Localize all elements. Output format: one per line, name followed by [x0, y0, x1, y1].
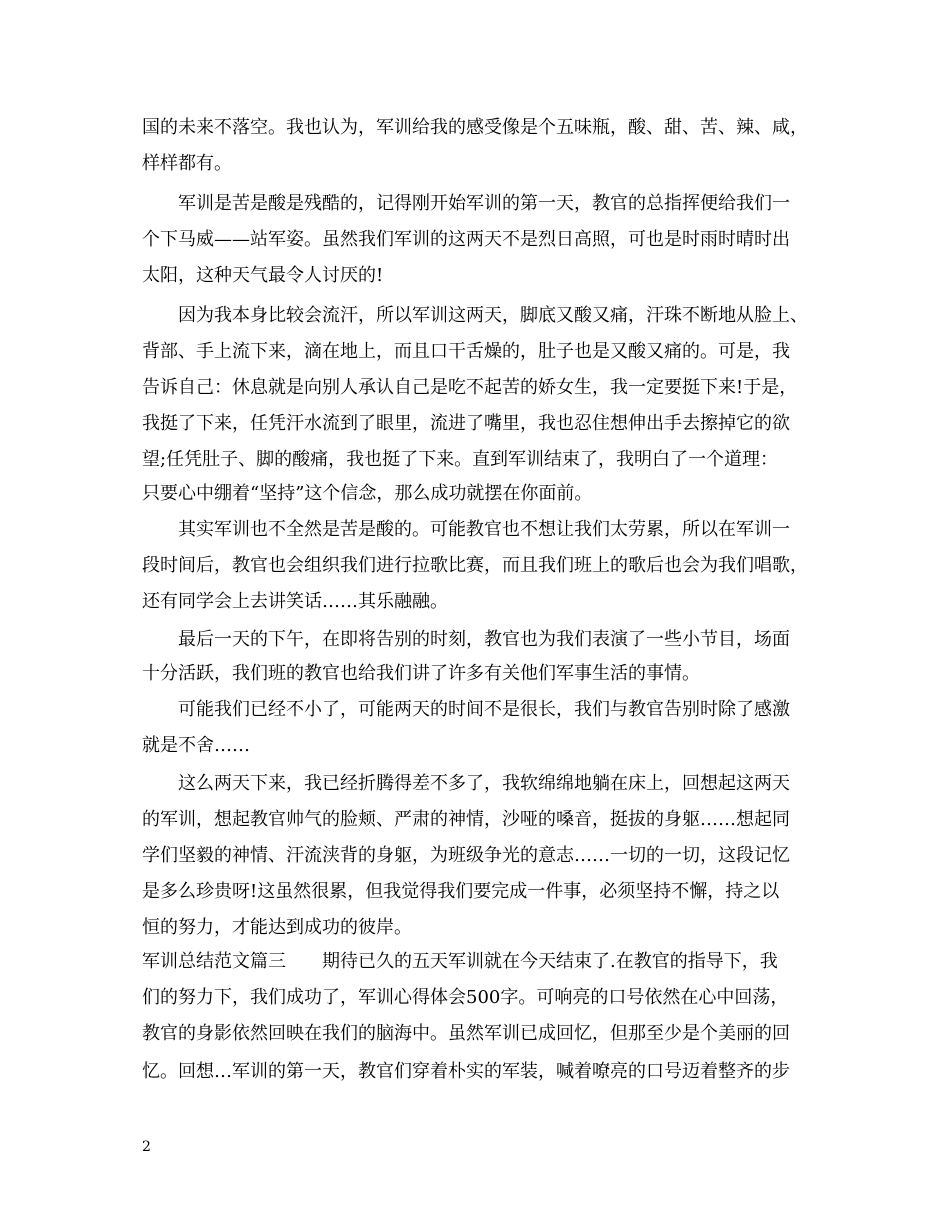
text-line: 段时间后，教官也会组织我们进行拉歌比赛，而且我们班上的歌后也会为我们唱歌，: [142, 555, 808, 576]
text-line: 的军训，想起教官帅气的脸颊、严肃的神情，沙哑的嗓音，挺拔的身躯……想起同: [142, 809, 790, 830]
text-line: 国的未来不落空。我也认为，军训给我的感受像是个五味瓶，酸、甜、苦、辣、咸，: [142, 117, 808, 138]
text-line: 样样都有。: [142, 153, 232, 174]
text-line: 可能我们已经不小了，可能两天的时间不是很长，我们与教官告别时除了感激: [178, 699, 790, 720]
text-line: 这么两天下来，我已经折腾得差不多了，我软绵绵地躺在床上，回想起这两天: [178, 773, 790, 794]
page-number: 2: [142, 1139, 151, 1155]
text-line: 其实军训也不全然是苦是酸的。可能教官也不想让我们太劳累，所以在军训一: [178, 519, 790, 540]
text-line: 我挺了下来，任凭汗水流到了眼里，流进了嘴里，我也忍住想伸出手去擦掉它的欲: [142, 413, 790, 434]
text-line: 十分活跃，我们班的教官也给我们讲了许多有关他们军事生活的事情。: [142, 663, 700, 684]
text-line: 恒的努力，才能达到成功的彼岸。: [142, 917, 412, 938]
text-line: 最后一天的下午，在即将告别的时刻，教官也为我们表演了一些小节目，场面: [178, 629, 790, 650]
text-line: 教官的身影依然回映在我们的脑海中。虽然军训已成回忆，但那至少是个美丽的回: [142, 1023, 790, 1044]
text-line: 只要心中绷着“坚持”这个信念，那么成功就摆在你面前。: [142, 483, 593, 504]
text-line: 军训是苦是酸是残酷的，记得刚开始军训的第一天，教官的总指挥便给我们一: [178, 193, 790, 214]
text-line: 背部、手上流下来，滴在地上，而且口干舌燥的，肚子也是又酸又痛的。可是，我: [142, 341, 790, 362]
text-line: 告诉自己：休息就是向别人承认自己是吃不起苦的娇女生，我一定要挺下来!于是，: [142, 377, 798, 398]
section-heading-line: 军训总结范文篇三 期待已久的五天军训就在今天结束了.在教官的指导下，我: [142, 951, 778, 972]
text-line: 们的努力下，我们成功了，军训心得体会500字。可响亮的口号依然在心中回荡，: [142, 987, 789, 1008]
text-line: 太阳，这种天气最令人讨厌的!: [142, 265, 384, 286]
text-line: 因为我本身比较会流汗，所以军训这两天，脚底又酸又痛，汗珠不断地从脸上、: [178, 305, 808, 326]
text-line: 就是不舍……: [142, 735, 250, 756]
text-line: 学们坚毅的神情、汗流浃背的身躯，为班级争光的意志……一切的一切，这段记忆: [142, 845, 790, 866]
text-line: 是多么珍贵呀!这虽然很累，但我觉得我们要完成一件事，必须坚持不懈，持之以: [142, 881, 780, 902]
text-line: 忆。回想…军训的第一天，教官们穿着朴实的军装，喊着嘹亮的口号迈着整齐的步: [142, 1061, 790, 1082]
text-line: 还有同学会上去讲笑话……其乐融融。: [142, 591, 448, 612]
text-line: 个下马威——站军姿。虽然我们军训的这两天不是烈日高照，可也是时雨时晴时出: [142, 229, 790, 250]
text-line: 望;任凭肚子、脚的酸痛，我也挺了下来。直到军训结束了，我明白了一个道理：: [142, 449, 779, 470]
